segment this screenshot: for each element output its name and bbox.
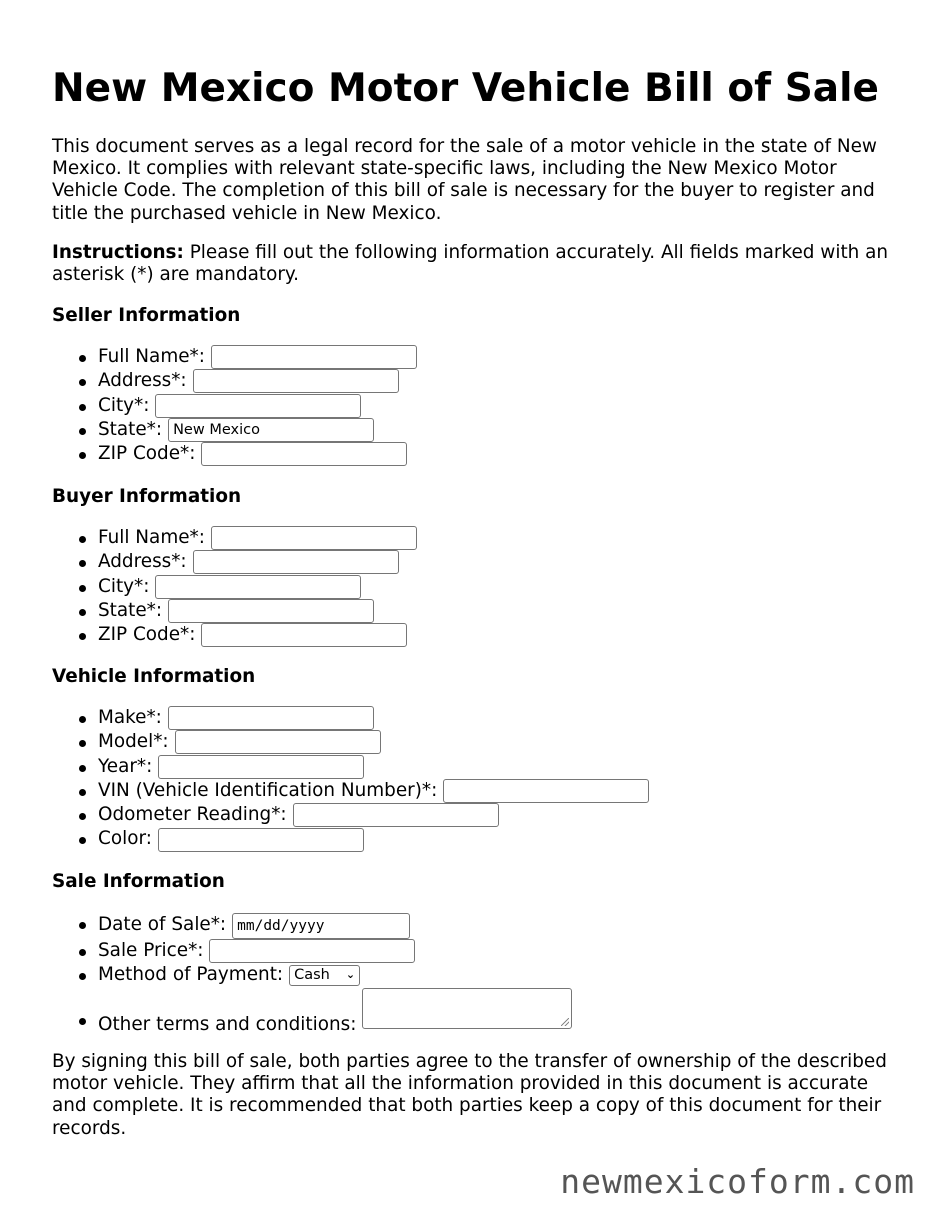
- seller-city-label: City*:: [98, 394, 150, 416]
- vehicle-model-label: Model*:: [98, 731, 169, 753]
- vehicle-year-label: Year*:: [98, 755, 153, 777]
- buyer-zip-item: [52, 623, 417, 647]
- vehicle-year-item: [52, 755, 649, 779]
- sale-price-label: Sale Price*:: [98, 940, 204, 961]
- seller-city-item: [52, 394, 417, 418]
- closing-paragraph: By signing this bill of sale, both parties agree to the transfer of ownership of the described motor vehicle. They affirm that all the information provided in this document is accurate and complete. It is recommended that both parties keep a copy of this document for their records.: [52, 1051, 887, 1139]
- seller-heading: Seller Information: [52, 305, 241, 326]
- seller-state-input[interactable]: [168, 418, 374, 442]
- sale-terms-label: Other terms and conditions:: [98, 1013, 357, 1035]
- vehicle-vin-input[interactable]: [443, 779, 649, 803]
- sale-payment-label: Method of Payment:: [98, 964, 284, 986]
- page-title: New Mexico Motor Vehicle Bill of Sale: [52, 66, 879, 111]
- seller-zip-label: ZIP Code*:: [98, 443, 196, 465]
- vehicle-color-input[interactable]: [158, 828, 364, 852]
- buyer-address-label: Address*:: [98, 551, 187, 573]
- vehicle-odometer-input[interactable]: [293, 803, 499, 827]
- buyer-address-item: [52, 550, 417, 574]
- buyer-state-item: [52, 599, 417, 623]
- seller-fields: [52, 345, 417, 466]
- vehicle-odometer-item: [52, 803, 649, 827]
- terms-textarea[interactable]: [362, 988, 572, 1029]
- payment-method-value: Cash: [294, 967, 330, 984]
- sale-heading: Sale Information: [52, 871, 225, 892]
- instructions-text: Please fill out the following information accurately. All fields marked with an asterisk (*) are mandatory.: [52, 242, 889, 286]
- vehicle-make-item: [52, 706, 649, 730]
- vehicle-year-input[interactable]: [158, 755, 364, 779]
- vehicle-heading: Vehicle Information: [52, 666, 256, 687]
- sale-date-label: Date of Sale*:: [98, 914, 227, 936]
- sale-date-placeholder: mm/dd/yyyy: [237, 917, 325, 934]
- buyer-state-input[interactable]: [168, 599, 374, 623]
- vehicle-vin-label: VIN (Vehicle Identification Number)*:: [98, 779, 438, 801]
- vehicle-color-item: [52, 827, 649, 851]
- buyer-city-item: [52, 575, 417, 599]
- buyer-heading: Buyer Information: [52, 486, 242, 507]
- seller-state-label: State*:: [98, 418, 163, 440]
- resize-grip-icon[interactable]: [561, 1018, 569, 1026]
- vehicle-odometer-label: Odometer Reading*:: [98, 804, 287, 826]
- chevron-down-icon: ⌄: [345, 968, 356, 982]
- seller-address-item: [52, 369, 417, 393]
- watermark: newmexicoform.com: [560, 1162, 915, 1201]
- buyer-fields: [52, 526, 417, 647]
- buyer-full-name-label: Full Name*:: [98, 527, 205, 548]
- seller-full-name-input[interactable]: [211, 345, 417, 369]
- buyer-zip-input[interactable]: [201, 623, 407, 647]
- seller-state-item: [52, 418, 417, 442]
- vehicle-model-item: [52, 730, 649, 754]
- buyer-zip-label: ZIP Code*:: [98, 624, 196, 646]
- buyer-full-name-item: [52, 526, 417, 550]
- buyer-full-name-input[interactable]: [211, 526, 417, 550]
- instructions-label: Instructions:: [52, 242, 184, 263]
- intro-paragraph: This document serves as a legal record for the sale of a motor vehicle in the state of New Mexico. It complies with relevant state-specific laws, including the New Mexico Motor Vehicle Code. The completion of this bill of sale is necessary for the buyer to register and title the purchased vehicle in New Mexico.: [52, 136, 877, 224]
- sale-fields: [52, 912, 572, 1036]
- buyer-city-label: City*:: [98, 575, 150, 597]
- vehicle-fields: [52, 706, 649, 852]
- vehicle-vin-item: [52, 779, 649, 803]
- sale-date-input[interactable]: [232, 913, 410, 939]
- seller-address-input[interactable]: [193, 369, 399, 393]
- seller-address-label: Address*:: [98, 370, 187, 392]
- buyer-city-input[interactable]: [155, 575, 361, 599]
- sale-date-item: [52, 912, 572, 939]
- sale-payment-item: [52, 963, 572, 987]
- sale-price-input[interactable]: [209, 939, 415, 963]
- vehicle-make-label: Make*:: [98, 707, 162, 728]
- buyer-state-label: State*:: [98, 599, 163, 621]
- buyer-address-input[interactable]: [193, 550, 399, 574]
- vehicle-model-input[interactable]: [175, 730, 381, 754]
- payment-method-select[interactable]: [289, 965, 360, 986]
- seller-zip-input[interactable]: [201, 442, 407, 466]
- seller-full-name-label: Full Name*:: [98, 346, 205, 367]
- sale-terms-item: [52, 988, 572, 1036]
- instructions-paragraph: [52, 242, 902, 286]
- vehicle-color-label: Color:: [98, 828, 152, 850]
- seller-city-input[interactable]: [155, 394, 361, 418]
- seller-zip-item: [52, 442, 417, 466]
- vehicle-make-input[interactable]: [168, 706, 374, 730]
- sale-price-item: [52, 939, 572, 963]
- seller-full-name-item: [52, 345, 417, 369]
